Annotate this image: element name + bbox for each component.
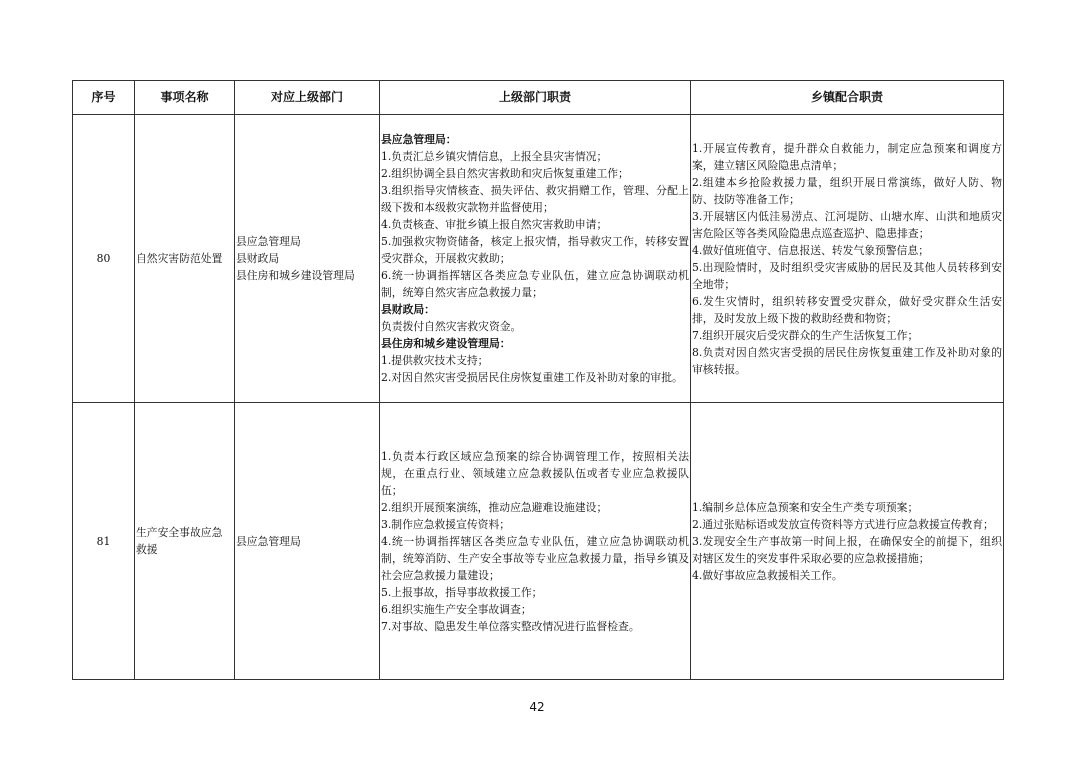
duty-item: 4.负责核查、审批乡镇上报自然灾害救助申请； bbox=[381, 218, 608, 231]
dept-cell bbox=[235, 403, 380, 680]
duty-item: 1.提供救灾技术支持； bbox=[381, 354, 489, 367]
duty-item: 6.组织实施生产安全事故调查； bbox=[381, 602, 532, 616]
header-name: 事项名称 bbox=[135, 81, 235, 115]
duty-cell bbox=[380, 115, 691, 403]
town-duty-item: 5.出现险情时，及时组织受灾害威胁的居民及其他人员转移到安全地带； bbox=[692, 260, 1002, 291]
duty-item: 3.组织指导灾情核查、损失评估、救灾捐赠工作，管理、分配上级下拨和本级救灾款物并监督使用； bbox=[381, 184, 689, 214]
header-town: 乡镇配合职责 bbox=[691, 81, 1004, 115]
table-row bbox=[73, 403, 1004, 680]
town-duty-item: 1.编制乡总体应急预案和安全生产类专项预案； bbox=[692, 500, 919, 514]
row-number: 80 bbox=[73, 115, 135, 403]
header-dept: 对应上级部门 bbox=[235, 81, 380, 115]
town-cell bbox=[691, 115, 1004, 403]
header-duties: 上级部门职责 bbox=[380, 81, 691, 115]
row-number: 81 bbox=[73, 403, 135, 680]
duty-item: 4.统一协调指挥辖区各类应急专业队伍，建立应急协调联动机制，统筹消防、生产安全事故等专业应急救援力量，指导乡镇及社会应急救援力量建设； bbox=[381, 534, 689, 582]
duty-section-title: 县应急管理局： bbox=[381, 133, 457, 146]
duty-item: 5.上报事故，指导事故救援工作； bbox=[381, 585, 543, 599]
duty-section-title: 县住房和城乡建设管理局： bbox=[381, 337, 511, 350]
dept-name: 县应急管理局 bbox=[236, 235, 301, 248]
town-duty-item: 3.开展辖区内低洼易涝点、江河堤防、山塘水库、山洪和地质灾害危险区等各类风险隐患点巡查巡护、隐患排查； bbox=[692, 209, 1002, 240]
town-duty-item: 6.发生灾情时，组织转移安置受灾群众，做好受灾群众生活安排，及时发放上级下拨的救助经费和物资； bbox=[692, 294, 1002, 325]
town-duty-item: 8.负责对因自然灾害受损的居民住房恢复重建工作及补助对象的审核转报。 bbox=[692, 345, 1002, 376]
town-duty-item: 7.组织开展灾后受灾群众的生产生活恢复工作； bbox=[692, 328, 919, 342]
duty-item: 2.组织开展预案演练，推动应急避难设施建设； bbox=[381, 500, 608, 514]
duty-item: 2.组织协调全县自然灾害救助和灾后恢复重建工作； bbox=[381, 167, 629, 180]
duty-table bbox=[72, 80, 1004, 680]
town-duty-item: 3.发现安全生产事故第一时间上报，在确保安全的前提下，组织对辖区发生的突发事件采取必要的应急救援措施； bbox=[692, 534, 1002, 565]
dept-cell bbox=[235, 115, 380, 403]
town-duty-item: 4.做好事故应急救援相关工作。 bbox=[692, 568, 843, 582]
town-cell bbox=[691, 403, 1004, 680]
page-number: 42 bbox=[529, 700, 545, 714]
duty-cell bbox=[380, 403, 691, 680]
header-row bbox=[73, 81, 1004, 115]
duty-item: 7.对事故、隐患发生单位落实整改情况进行监督检查。 bbox=[381, 619, 640, 633]
duty-item: 负责拨付自然灾害救灾资金。 bbox=[381, 320, 522, 333]
town-duty-item: 1.开展宣传教育，提升群众自救能力，制定应急预案和调度方案，建立辖区风险隐患点清单； bbox=[692, 141, 1002, 172]
item-name: 生产安全事故应急救援 bbox=[135, 403, 235, 680]
town-duty-item: 4.做好值班值守、信息报送、转发气象预警信息； bbox=[692, 243, 930, 257]
table-row bbox=[73, 115, 1004, 403]
dept-name: 县应急管理局 bbox=[236, 534, 301, 548]
dept-name: 县财政局 bbox=[236, 252, 280, 265]
town-duty-item: 2.组建本乡抢险救援力量，组织开展日常演练，做好人防、物防、技防等准备工作； bbox=[692, 175, 1002, 206]
duty-item: 3.制作应急救援宣传资料； bbox=[381, 517, 511, 531]
item-name: 自然灾害防范处置 bbox=[135, 115, 235, 403]
duty-item: 1.负责汇总乡镇灾情信息，上报全县灾害情况； bbox=[381, 150, 608, 163]
duty-item: 1.负责本行政区域应急预案的综合协调管理工作，按照相关法规，在重点行业、领域建立应急救援队伍或者专业应急救援队伍； bbox=[381, 449, 689, 497]
duty-item: 5.加强救灾物资储备，核定上报灾情，指导救灾工作，转移安置受灾群众，开展救灾救助； bbox=[381, 235, 689, 265]
duty-item: 2.对因自然灾害受损居民住房恢复重建工作及补助对象的审批。 bbox=[381, 371, 683, 384]
duty-section-title: 县财政局： bbox=[381, 303, 435, 316]
town-duty-item: 2.通过张贴标语或发放宣传资料等方式进行应急救援宣传教育； bbox=[692, 517, 994, 531]
dept-name: 县住房和城乡建设管理局 bbox=[236, 269, 355, 282]
header-num: 序号 bbox=[73, 81, 135, 115]
duty-item: 6.统一协调指挥辖区各类应急专业队伍，建立应急协调联动机制，统筹自然灾害应急救援力量； bbox=[381, 269, 689, 299]
